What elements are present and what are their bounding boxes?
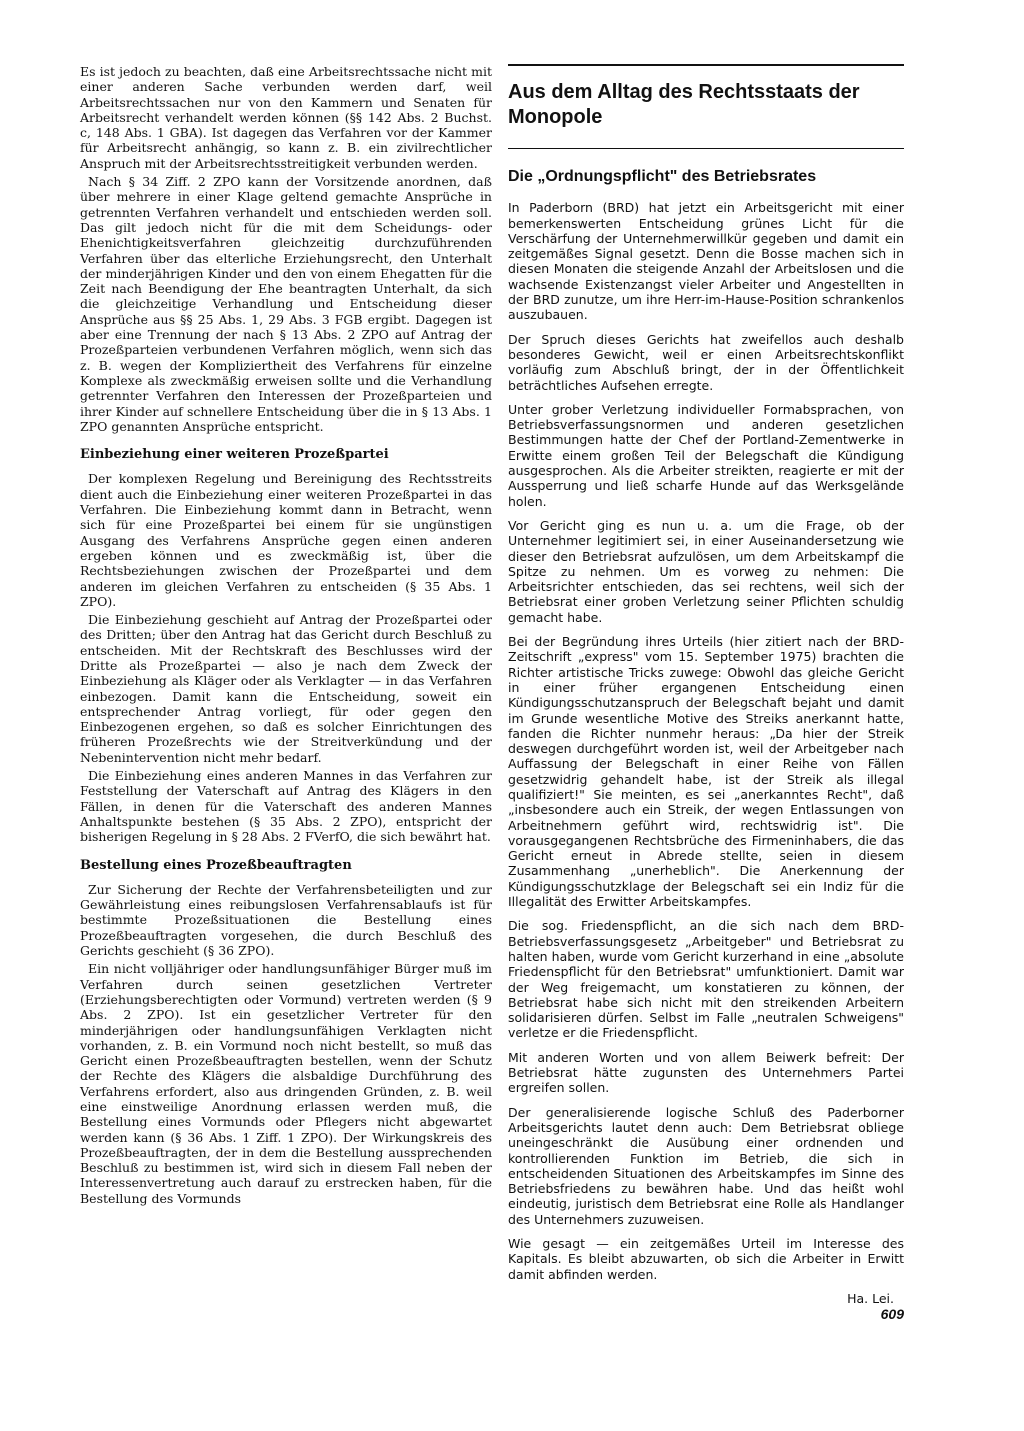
right-paragraph-6: Die sog. Friedenspflicht, an die sich nach dem BRD-Betriebsverfassungsgesetz „Arbeitgeber" und Betriebsrat zu halten haben, wurde vom Gericht kurzerhand in eine „absolute Friedenspflicht für den Betriebsrat" umfunktioniert. Damit war der Weg freigemacht, um konstatieren zu können, der Betriebsrat habe sich nicht mit den streikenden Arbeitern solidarisieren dürfen. Selbst im Falle „neutralen Schweigens" verletze er die Friedenspflicht. xyxy=(508,918,904,1041)
right-paragraph-7: Mit anderen Worten und von allem Beiwerk befreit: Der Betriebsrat hätte zugunsten des Unternehmers Partei ergreifen sollen. xyxy=(508,1049,904,1096)
left-column xyxy=(80,64,492,1209)
section-rule xyxy=(508,148,904,149)
left-heading-einbeziehung: Einbeziehung einer weiteren Prozeßpartei xyxy=(80,447,389,463)
right-paragraph-4: Vor Gericht ging es nun u. a. um die Frage, ob der Unternehmer legitimiert sei, in einer Auseinandersetzung wie dieser den Betriebsrat aufzulösen, um dem Arbeitskampf die Spitze zu nehmen. Um es vorweg zu nehmen: Die Arbeitsrichter entschieden, das sei rechtens, weil sich der Betriebsrat einer groben Verletzung seiner Pflichten schuldig gemacht habe. xyxy=(508,517,904,625)
right-paragraph-3: Unter grober Verletzung individueller Formabsprachen, von Betriebsverfassungsnormen und anderen gesetzlichen Bestimmungen hatte der Chef der Portland-Zementwerke in Erwitte einem großen Teil der Belegschaft die Kündigung ausgesprochen. Als die Arbeiter streikten, reagierte er mit der Aussperrung und ließ scharfe Hunde auf das Werksgelände holen. xyxy=(508,401,904,509)
right-paragraph-8: Der generalisierende logische Schluß des Paderborner Arbeitsgerichts lautet denn auch: Dem Betriebsrat obliege uneingeschränkt die Ausübung einer ordnenden und kontrollierenden Funktion im Betrieb, die sich in entscheidenden Situationen des Arbeitskampfes im Sinne des Betriebsfriedens zu bewähren habe. Und das heißt wohl eindeutig, juristisch dem Betriebsrat eine Rolle als Handlanger des Unternehmers zuzuweisen. xyxy=(508,1104,904,1227)
left-paragraph-5: Die Einbeziehung eines anderen Mannes in das Verfahren zur Feststellung der Vaterschaft auf Antrag des Klägers in den Fällen, in denen für die Vaterschaft des anderen Mannes Anhaltspunkte bestehen (§ 35 Abs. 2 ZPO), entspricht der bisherigen Regelung in § 28 Abs. 2 FVerfO, die sich bewährt hat. xyxy=(80,768,492,845)
left-paragraph-7: Ein nicht volljähriger oder handlungsunfähiger Bürger muß im Verfahren durch seinen gesetzlichen Vertreter (Erziehungsberechtigten oder Vormund) vertreten werden (§ 9 Abs. 2 ZPO). Ist ein gesetzlicher Vertreter für den minderjährigen oder handlungsunfähigen Verklagten nicht vorhanden, z. B. ein Vormund noch nicht bestellt, so muß das Gericht einen Prozeßbeauftragten bestellen, wenn der Schutz der Rechte des Klägers die alsbaldige Durchführung des Verfahrens erfordert, also aus dringenden Gründen, z. B. weil eine einstweilige Anordnung erlassen werden muß, die Bestellung eines Vormunds oder Pflegers nicht abgewartet werden kann (§ 36 Abs. 1 Ziff. 1 ZPO). Der Wirkungskreis des Prozeßbeauftragten, der in dem die Bestellung aussprechenden Beschluß zu bestimmen ist, wird sich in diesem Fall neben der Interessenvertretung auch darauf zu erstrecken haben, für die Bestellung des Vormunds xyxy=(80,961,492,1206)
left-paragraph-6: Zur Sicherung der Rechte der Verfahrensbeteiligten und zur Gewährleistung eines reibungslosen Verfahrensablaufs ist für bestimmte Prozeßsituationen die Bestellung eines Prozeßbeauftragten vorgesehen, die durch Beschluß des Gerichts geschieht (§ 36 ZPO). xyxy=(80,881,492,959)
left-paragraph-2: Nach § 34 Ziff. 2 ZPO kann der Vorsitzende anordnen, daß über mehrere in einer Klage geltend gemachte Ansprüche in getrennten Verfahren verhandelt und entschieden werden soll. Das gilt jedoch nicht für die mit dem Scheidungs- oder Ehenichtigkeitsverfahren gleichzeitig durchzuführenden Verfahren über das elterliche Erziehungsrecht, den Unterhalt der minderjährigen Kinder und den von einem Ehegatten für die Zeit nach Beendigung der Ehe beantragten Unterhalt, da sich die gleichzeitige Verhandlung und Entscheidung dieser Ansprüche aus §§ 25 Abs. 1, 29 Abs. 3 FGB ergibt. Dagegen ist aber eine Trennung der nach § 13 Abs. 2 ZPO auf Antrag der Prozeßparteien verbundenen Verfahren möglich, wenn sich das z. B. wegen der Kompliziertheit des Verfahrens für einzelne Komplexe als zweckmäßig erweisen sollte und die Verhandlung getrennter Verfahren den Interessen der Prozeßparteien und ihrer Kinder auf schnellere Entscheidung über die in § 13 Abs. 1 ZPO genannten Ansprüche entspricht. xyxy=(80,174,492,434)
right-paragraph-1: In Paderborn (BRD) hat jetzt ein Arbeitsgericht mit einer bemerkenswerten Entscheidung grünes Licht für die Verschärfung der Unternehmerwillkür gegeben und damit ein zeitgemäßes Signal gesetzt. Denn die Bosse machen sich in diesen Monaten die steigende Anzahl der Arbeitslosen und die wachsende Existenzangst vieler Arbeiter und Angestellten in der BRD zunutze, um ihre Herr-im-Hause-Position schrankenlos auszubauen. xyxy=(508,200,904,323)
article-title: Die „Ordnungspflicht" des Betriebsrates xyxy=(508,168,817,185)
top-rule xyxy=(508,64,904,66)
left-paragraph-1: Es ist jedoch zu beachten, daß eine Arbeitsrechtssache nicht mit einer anderen Sache verbunden werden darf, weil Arbeitsrechtssachen nur von den Kammern und Senaten für Arbeitsrecht verhandelt werden können (§§ 142 Abs. 2 Buchst. c, 148 Abs. 1 GBA). Ist dagegen das Verfahren vor der Kammer für Arbeitsrecht anhängig, so kann z. B. ein zivilrechtlicher Anspruch mit der Arbeitsrechtsstreitigkeit verbunden werden. xyxy=(80,64,492,171)
section-title: Aus dem Alltag des Rechtsstaats der Monopole xyxy=(508,81,860,128)
left-paragraph-3: Der komplexen Regelung und Bereinigung des Rechtsstreits dient auch die Einbeziehung einer weiteren Prozeßpartei in das Verfahren. Die Einbeziehung kommt dann in Betracht, wenn sich für eine Prozeßpartei bei einem für sie ungünstigen Ausgang des Verfahrens Ansprüche gegen einen anderen ergeben können und es zweckmäßig ist, über die Rechtsbeziehungen zwischen der Prozeßpartei und dem anderen im gleichen Verfahren zu entscheiden (§ 35 Abs. 1 ZPO). xyxy=(80,471,492,609)
right-paragraph-5: Bei der Begründung ihres Urteils (hier zitiert nach der BRD-Zeitschrift „express" vom 15. September 1975) brachten die Richter artistische Tricks zuwege: Obwohl das gleiche Gericht in einer früher ergangenen Entscheidung einen Kündigungsschutzanspruch der Belegschaft bejaht und damit im Grunde wesentliche Motive des Streiks anerkannt hatte, fanden die Richter nunmehr heraus: „Da hier der Streik deswegen durchgeführt worden ist, weil der Arbeitgeber nach Auffassung der Belegschaft in einer Reihe von Fällen gesetzwidrig gehandelt habe, ist der Streik als illegal qualifiziert!" Sie meinten, es sei „anerkanntes Recht", daß „insbesondere auch ein Streik, der wegen Entlassungen von Arbeitnehmern geführt wird, rechtswidrig ist". Die vorausgegangenen Rechtsbrüche des Firmeninhabers, die das Gericht erneut in Abrede stellte, seien in diesem Zusammenhang „unerheblich". Die Anerkennung der Kündigungsschutzklage der Belegschaft sei ein Indiz für die Illegalität des Erwitter Arbeitskampfes. xyxy=(508,634,904,910)
left-paragraph-4: Die Einbeziehung geschieht auf Antrag der Prozeßpartei oder des Dritten; über den Antrag hat das Gericht durch Beschluß zu entscheiden. Mit der Rechtskraft des Beschlusses wird der Dritte als Prozeßpartei — also je nach dem Zweck der Einbeziehung als Kläger oder als Verklagter — in das Verfahren einbezogen. Damit kann die Entscheidung, soweit ein entsprechender Antrag vorliegt, für oder gegen den Einbezogenen ergehen, so daß es solcher Einrichtungen des früheren Prozeßrechts wie der Streitverkündung und der Nebenintervention nicht mehr bedarf. xyxy=(80,612,492,765)
right-paragraph-2: Der Spruch dieses Gerichts hat zweifellos auch deshalb besonderes Gewicht, weil er einen Arbeitsrechtskonflikt vorläufig zum Abschluß bringt, der in der Öffentlichkeit beträchtliches Aufsehen erregte. xyxy=(508,331,904,393)
author-signature: Ha. Lei. xyxy=(847,1290,894,1306)
right-paragraph-9: Wie gesagt — ein zeitgemäßes Urteil im Interesse des Kapitals. Es bleibt abzuwarten, ob sich die Arbeiter in Erwitt damit abfinden werden. xyxy=(508,1236,904,1282)
page-number: 609 xyxy=(880,1306,904,1322)
left-heading-bestellung: Bestellung eines Prozeßbeauftragten xyxy=(80,857,352,873)
right-column xyxy=(508,64,904,1306)
